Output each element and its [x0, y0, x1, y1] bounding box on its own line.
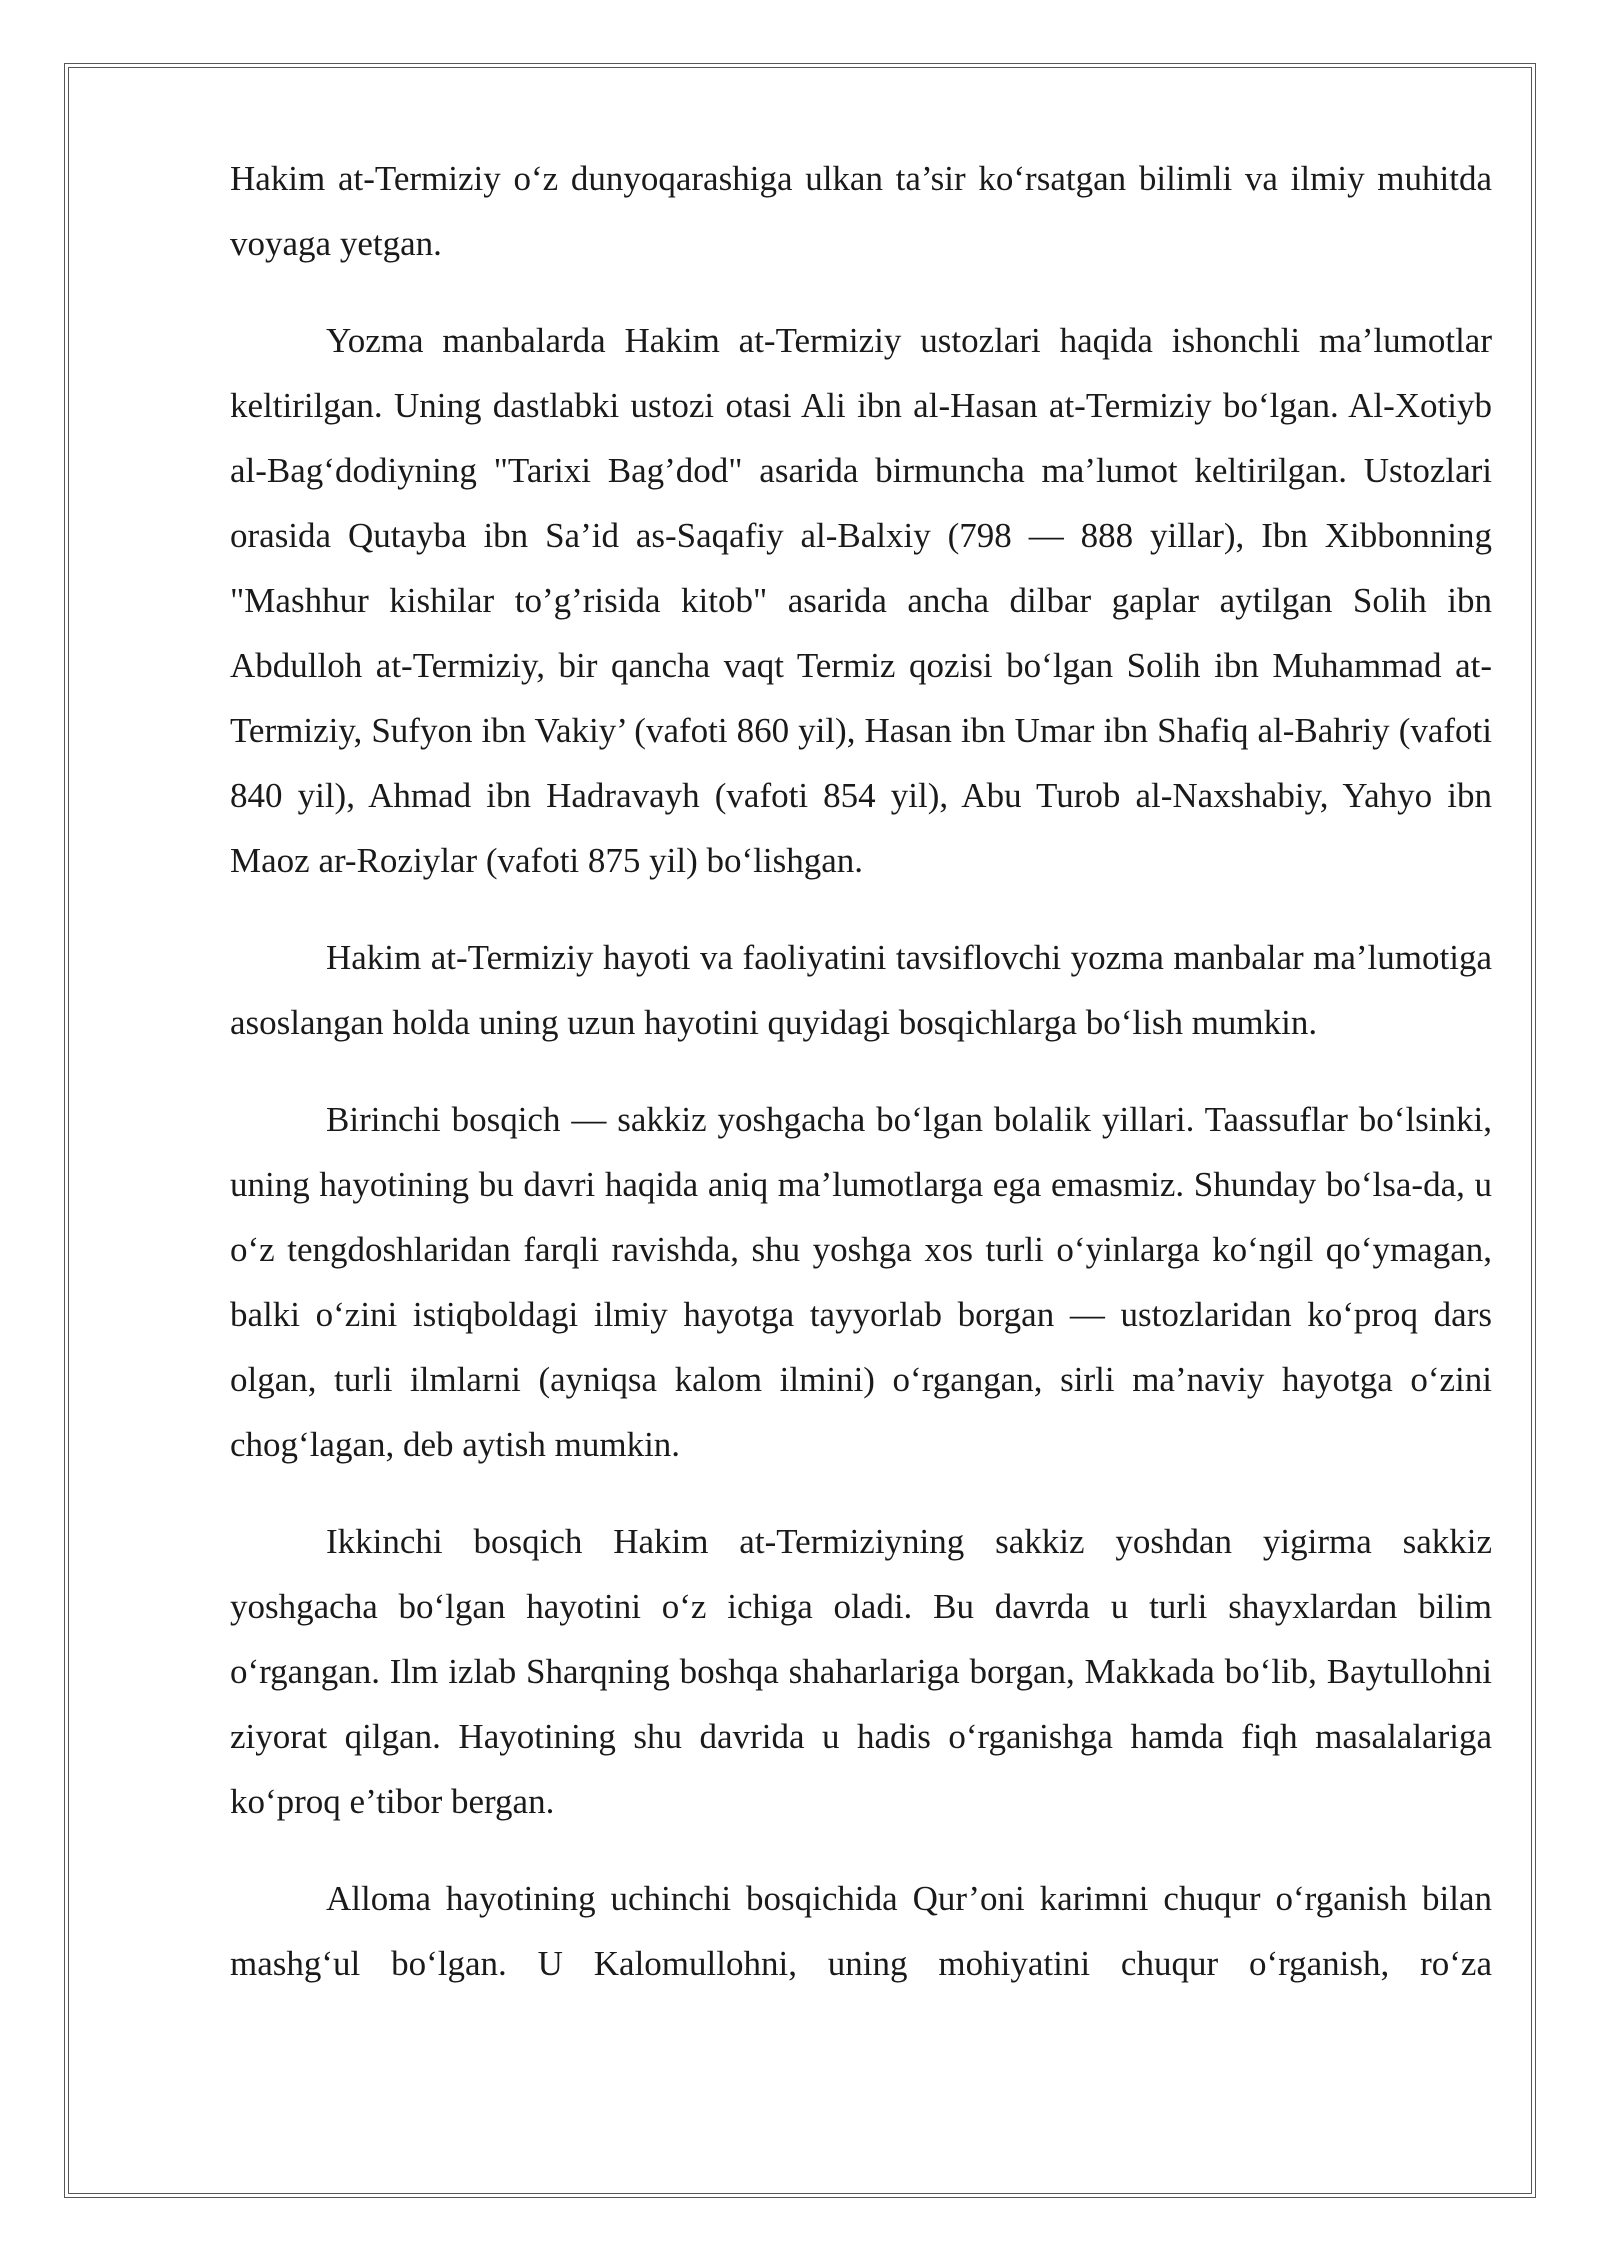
paragraph-teachers: Yozma manbalarda Hakim at-Termiziy ustozlari haqida ishonchli ma’lumotlar keltirilgan. Uning dastlabki ustozi otasi Ali ibn al-Hasan at-Termiziy bo‘lgan. Al-Xotiyb al-Bag‘dodiyning "Tarixi Bag’dod" asarida birmuncha ma’lumot keltirilgan. Ustozlari orasida Qutayba ibn Sa’id as-Saqafiy al-Balxiy (798 — 888 yillar), Ibn Xibbonning "Mashhur kishilar to’g’risida kitob" asarida ancha dilbar gaplar aytilgan Solih ibn Abdulloh at-Termiziy, bir qancha vaqt Termiz qozisi bo‘lgan Solih ibn Muhammad at-Termiziy, Sufyon ibn Vakiy’ (vafoti 860 yil), Hasan ibn Umar ibn Shafiq al-Bahriy (vafoti 840 yil), Ahmad ibn Hadravayh (vafoti 854 yil), Abu Turob al-Naxshabiy, Yahyo ibn Maoz ar-Roziylar (vafoti 875 yil) bo‘lishgan.	[230, 321, 1492, 880]
paragraph-third-stage: Alloma hayotining uchinchi bosqichida Qur’oni karimni chuqur o‘rganish bilan mashg‘ul bo‘lgan. U Kalomullohni, uning mohiyatini chuqur o‘rganish, ro‘za	[230, 1879, 1492, 1983]
paragraph-continuation: Hakim at-Termiziy o‘z dunyoqarashiga ulkan ta’sir ko‘rsatgan bilimli va ilmiy muhitda voyaga yetgan.	[230, 159, 1492, 263]
paragraph-second-stage: Ikkinchi bosqich Hakim at-Termiziyning sakkiz yoshdan yigirma sakkiz yoshgacha bo‘lgan hayotini o‘z ichiga oladi. Bu davrda u turli shayxlardan bilim o‘rgangan. Ilm izlab Sharqning boshqa shaharlariga borgan, Makkada bo‘lib, Baytullohni ziyorat qilgan. Hayotining shu davrida u hadis o‘rganishga hamda fiqh masalalariga ko‘proq e’tibor bergan.	[230, 1522, 1492, 1821]
paragraph-life-stages-intro: Hakim at-Termiziy hayoti va faoliyatini tavsiflovchi yozma manbalar ma’lumotiga asoslangan holda uning uzun hayotini quyidagi bosqichlarga bo‘lish mumkin.	[230, 938, 1492, 1042]
paragraph-first-stage: Birinchi bosqich — sakkiz yoshgacha bo‘lgan bolalik yillari. Taassuflar bo‘lsinki, uning hayotining bu davri haqida aniq ma’lumotlarga ega emasmiz. Shunday bo‘lsa-da, u o‘z tengdoshlaridan farqli ravishda, shu yoshga xos turli o‘yinlarga ko‘ngil qo‘ymagan, balki o‘zini istiqboldagi ilmiy hayotga tayyorlab borgan — ustozlaridan ko‘proq dars olgan, turli ilmlarni (ayniqsa kalom ilmini) o‘rgangan, sirli ma’naviy hayotga o‘zini chog‘lagan, deb aytish mumkin.	[230, 1100, 1492, 1464]
document-body	[230, 146, 1492, 2028]
